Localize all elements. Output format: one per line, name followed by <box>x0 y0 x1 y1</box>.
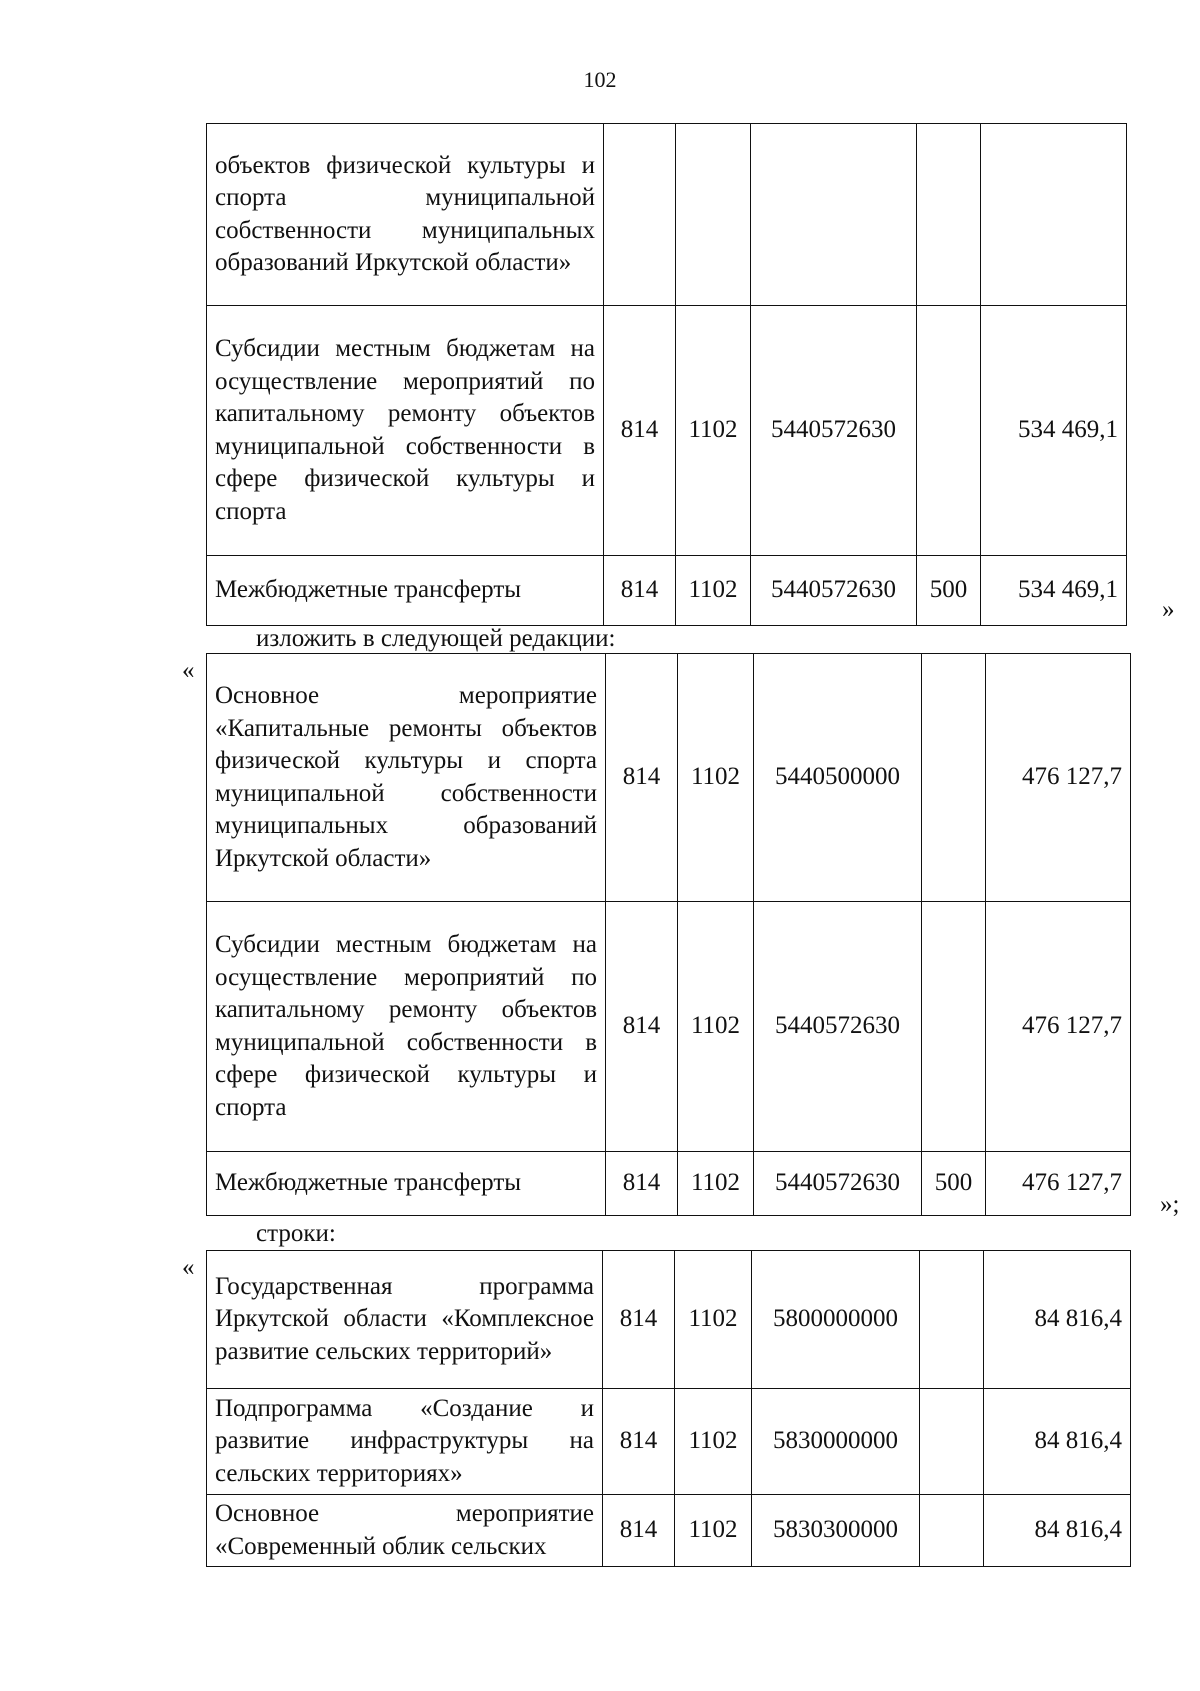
section-cell: 1102 <box>675 1389 752 1495</box>
section-cell: 1102 <box>678 1152 754 1216</box>
row-description: Субсидии местным бюджетам на осуществление мероприятий по капитальному ремонту объектов муниципальной собственности в сфере физической культуры и спорта <box>207 306 604 556</box>
expense-type-cell <box>920 1495 984 1567</box>
expense-type-cell <box>920 1251 984 1389</box>
expense-type-cell <box>920 1389 984 1495</box>
expense-type-cell <box>917 306 981 556</box>
grbs-cell <box>604 124 676 306</box>
amount-cell: 476 127,7 <box>986 654 1131 902</box>
closing-quote: » <box>1162 596 1175 623</box>
target-article-cell: 5800000000 <box>752 1251 920 1389</box>
page-number: 102 <box>583 67 617 92</box>
target-article-cell: 5440500000 <box>754 654 922 902</box>
target-article-cell: 5440572630 <box>754 1152 922 1216</box>
amount-cell: 534 469,1 <box>981 306 1127 556</box>
section-cell: 1102 <box>676 306 751 556</box>
target-article-cell: 5440572630 <box>751 306 917 556</box>
table-row <box>207 1251 1131 1389</box>
target-article-cell: 5830300000 <box>752 1495 920 1567</box>
amount-cell: 476 127,7 <box>986 1152 1131 1216</box>
section-cell: 1102 <box>675 1495 752 1567</box>
amount-cell: 84 816,4 <box>984 1251 1131 1389</box>
table-row <box>207 654 1131 902</box>
section-cell: 1102 <box>676 556 751 626</box>
section-cell <box>676 124 751 306</box>
target-article-cell: 5440572630 <box>751 556 917 626</box>
expense-type-cell: 500 <box>917 556 981 626</box>
table-row <box>207 556 1127 626</box>
grbs-cell: 814 <box>606 902 678 1152</box>
grbs-cell: 814 <box>606 1152 678 1216</box>
row-description: объектов физической культуры и спорта муниципальной собственности муниципальных образований Иркутской области» <box>207 124 604 306</box>
target-article-cell <box>751 124 917 306</box>
amount-cell: 84 816,4 <box>984 1389 1131 1495</box>
expense-type-cell: 500 <box>922 1152 986 1216</box>
table-row <box>207 306 1127 556</box>
table-row <box>207 1495 1131 1567</box>
table-row <box>207 1152 1131 1216</box>
instruction-text: строки: <box>256 1220 336 1247</box>
instruction-text: изложить в следующей редакции: <box>256 625 616 652</box>
amount-cell: 476 127,7 <box>986 902 1131 1152</box>
budget-table-rows <box>206 1250 1131 1567</box>
row-description: Основное мероприятие «Капитальные ремонты объектов физической культуры и спорта муниципальной собственности муниципальных образований Иркутской области» <box>207 654 606 902</box>
row-description: Государственная программа Иркутской области «Комплексное развитие сельских территорий» <box>207 1251 603 1389</box>
amount-cell <box>981 124 1127 306</box>
opening-quote: « <box>182 657 195 684</box>
table-row <box>207 902 1131 1152</box>
row-description: Межбюджетные трансферты <box>207 1152 606 1216</box>
target-article-cell: 5440572630 <box>754 902 922 1152</box>
grbs-cell: 814 <box>604 556 676 626</box>
grbs-cell: 814 <box>606 654 678 902</box>
grbs-cell: 814 <box>604 306 676 556</box>
expense-type-cell <box>917 124 981 306</box>
amount-cell: 534 469,1 <box>981 556 1127 626</box>
row-description: Межбюджетные трансферты <box>207 556 604 626</box>
row-description: Субсидии местным бюджетам на осуществление мероприятий по капитальному ремонту объектов муниципальной собственности в сфере физической культуры и спорта <box>207 902 606 1152</box>
grbs-cell: 814 <box>603 1389 675 1495</box>
expense-type-cell <box>922 654 986 902</box>
amount-cell: 84 816,4 <box>984 1495 1131 1567</box>
section-cell: 1102 <box>678 654 754 902</box>
table-row <box>207 1389 1131 1495</box>
grbs-cell: 814 <box>603 1495 675 1567</box>
expense-type-cell <box>922 902 986 1152</box>
grbs-cell: 814 <box>603 1251 675 1389</box>
target-article-cell: 5830000000 <box>752 1389 920 1495</box>
closing-quote: »; <box>1160 1191 1180 1218</box>
budget-table-old <box>206 123 1127 626</box>
budget-table-new <box>206 653 1131 1216</box>
opening-quote: « <box>182 1254 195 1281</box>
table-row <box>207 124 1127 306</box>
row-description: Подпрограмма «Создание и развитие инфраструктуры на сельских территориях» <box>207 1389 603 1495</box>
section-cell: 1102 <box>675 1251 752 1389</box>
section-cell: 1102 <box>678 902 754 1152</box>
row-description: Основное мероприятие «Современный облик сельских <box>207 1495 603 1567</box>
